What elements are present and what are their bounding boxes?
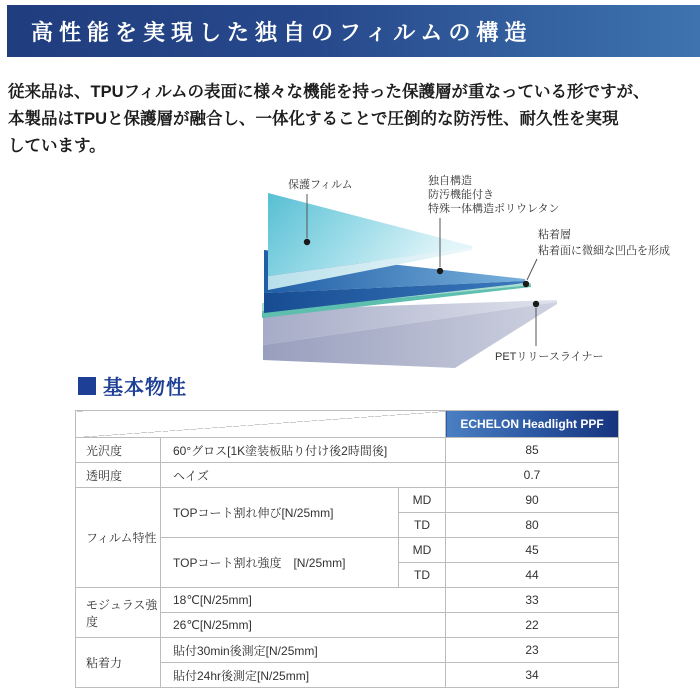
intro-paragraph xyxy=(8,79,696,160)
square-bullet-icon xyxy=(78,377,96,395)
pointer-dot xyxy=(437,268,443,274)
basic-properties-table xyxy=(75,410,619,688)
page-title: 高性能を実現した独自のフィルムの構造 xyxy=(31,19,533,45)
table-row xyxy=(76,638,619,663)
value-cell: 22 xyxy=(446,613,619,638)
property-cell: 透明度 xyxy=(76,463,161,488)
property-cell: 光沢度 xyxy=(76,438,161,463)
value-cell: 33 xyxy=(446,588,619,613)
table-row xyxy=(76,488,619,513)
table-row xyxy=(76,588,619,613)
pointer-dot xyxy=(533,301,539,307)
intro-line: 従来品は、TPUフィルムの表面に様々な機能を持った保護層が重なっている形ですが、 xyxy=(8,83,650,101)
property-cell: モジュラス強度 xyxy=(76,588,161,638)
film-structure-diagram xyxy=(250,172,700,372)
table-header-row xyxy=(76,411,619,438)
value-cell: 85 xyxy=(446,438,619,463)
svg-text:保護フィルム: 保護フィルム xyxy=(288,179,353,191)
pointer-dot xyxy=(523,281,529,287)
value-cell: 44 xyxy=(446,563,619,588)
table-row xyxy=(76,463,619,488)
value-cell: 23 xyxy=(446,638,619,663)
section-title: 基本物性 xyxy=(103,377,187,399)
pointer-dot xyxy=(304,239,310,245)
direction-cell: MD xyxy=(399,488,446,513)
direction-cell: TD xyxy=(399,513,446,538)
condition-cell: 26℃[N/25mm] xyxy=(161,613,446,638)
table-row xyxy=(76,438,619,463)
condition-cell: TOPコート割れ強度 [N/25mm] xyxy=(161,538,399,588)
callout-unique-structure xyxy=(428,173,560,274)
svg-text:特殊一体構造ポリウレタン: 特殊一体構造ポリウレタン xyxy=(428,203,560,215)
value-cell: 0.7 xyxy=(446,463,619,488)
value-cell: 90 xyxy=(446,488,619,513)
property-cell: 粘着力 xyxy=(76,638,161,688)
svg-text:粘着面に微細な凹凸を形成: 粘着面に微細な凹凸を形成 xyxy=(538,245,670,257)
direction-cell: TD xyxy=(399,563,446,588)
condition-cell: 貼付30min後測定[N/25mm] xyxy=(161,638,446,663)
direction-cell: MD xyxy=(399,538,446,563)
condition-cell: 18℃[N/25mm] xyxy=(161,588,446,613)
svg-text:PETリリースライナー: PETリリースライナー xyxy=(495,351,604,363)
value-cell: 45 xyxy=(446,538,619,563)
condition-cell: ヘイズ xyxy=(161,463,446,488)
title-bar xyxy=(7,5,700,57)
intro-line: しています。 xyxy=(8,137,106,155)
diagonal-header-cell xyxy=(76,411,446,438)
property-cell: フィルム特性 xyxy=(76,488,161,588)
svg-text:防汚機能付き: 防汚機能付き xyxy=(428,189,494,201)
section-heading xyxy=(78,371,187,400)
product-header-cell: ECHELON Headlight PPF xyxy=(446,411,619,438)
value-cell: 80 xyxy=(446,513,619,538)
intro-line: 本製品はTPUと保護層が融合し、一体化することで圧倒的な防汚性、耐久性を実現 xyxy=(8,110,619,128)
condition-cell: 貼付24hr後測定[N/25mm] xyxy=(161,663,446,688)
value-cell: 34 xyxy=(446,663,619,688)
svg-text:粘着層: 粘着層 xyxy=(538,229,571,241)
condition-cell: TOPコート割れ伸び[N/25mm] xyxy=(161,488,399,538)
svg-text:独自構造: 独自構造 xyxy=(428,175,472,187)
callout-adhesive xyxy=(523,227,670,287)
condition-cell: 60°グロス[1K塗装板貼り付け後2時間後] xyxy=(161,438,446,463)
